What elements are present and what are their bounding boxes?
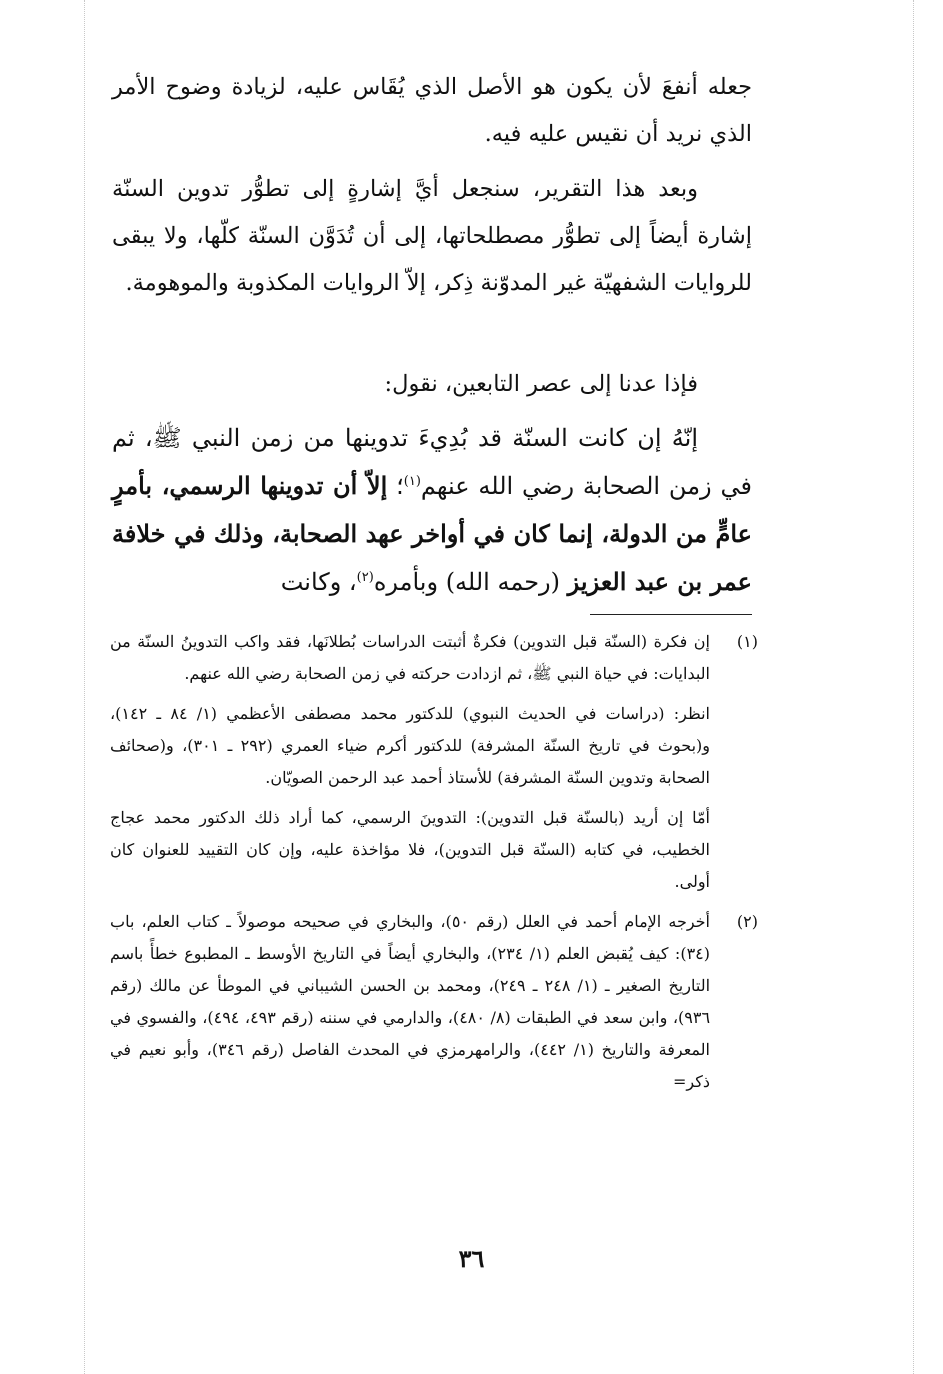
- footnote-ref-1: (١): [403, 474, 421, 489]
- footnotes-section: [110, 626, 758, 1106]
- footnote-1: [110, 626, 758, 898]
- scan-margin-dots-left: [84, 0, 85, 1374]
- body-paragraph-4: [112, 414, 752, 606]
- scan-margin-dots-right: [913, 0, 914, 1374]
- footnote-2-paragraph-1: أخرجه الإمام أحمد في العلل (رقم ٥٠)، والبخاري في صحيحه موصولاً ـ كتاب العلم، باب (٣٤): كيف يُقبض العلم (١/ ٢٣٤)، والبخاري أيضاً في التاريخ الأوسط ـ المطبوع خطأً باسم التاريخ الصغير ـ (١/ ٢٤٨ ـ ٢٤٩)، ومحمد بن الحسن الشيباني في الموطأ عن مالك (رقم ٩٣٦)، وابن سعد في الطبقات (٨/ ٤٨٠)، والدارمي في سننه (رقم ٤٩٣، ٤٩٤)، والفسوي في المعرفة والتاريخ (١/ ٤٤٢)، والرامهرمزي في المحدث الفاصل (رقم ٣٤٦)، وأبو نعيم في ذكر=: [110, 912, 711, 1091]
- body-paragraph-1: جعله أنفعَ لأن يكون هو الأصل الذي يُقَاس عليه، لزيادة وضوح الأمر الذي نريد أن نقيس عليه فيه.: [112, 74, 752, 147]
- para4-text-part3: (رحمه الله) وبأمره: [373, 568, 561, 596]
- footnote-1-paragraph-3: أمّا إن أريد (بالسنّة قبل التدوين): التدوينَ الرسمي، كما أراد ذلك الدكتور محمد عجاج الخطيب، في كتابه (السنّة قبل التدوين)، فلا مؤاخذة عليه، وإن كان التقييد للعنوان كان أولى.: [110, 808, 710, 891]
- para4-bold-text: إلاّ أن تدوينها الرسمي، بأمرٍ عامٍّ من الدولة، إنما كان في أواخر عهد الصحابة، وذلك في خلافة عمر بن عبد العزيز: [112, 471, 752, 596]
- footnote-separator: [590, 614, 752, 615]
- footnote-2: [110, 906, 758, 1098]
- page-number: ٣٦: [458, 1244, 485, 1273]
- para4-text-part1: إنّهُ إن كانت السنّة قد بُدِيءَ تدوينها من زمن النبي ﷺ، ثم في زمن الصحابة رضي الله عنهم: [112, 424, 752, 500]
- footnote-number: (٢): [736, 912, 758, 931]
- para4-text-part2: ؛: [396, 472, 404, 500]
- body-paragraph-2: وبعد هذا التقرير، سنجعل أيَّ إشارةٍ إلى تطوُّر تدوين السنّة إشارة أيضاً إلى تطوُّر مصطلحاتها، إلى أن تُدَوَّن السنّة كلّها، ولا يبقى للروايات الشفهيّة غير المدوّنة ذِكر، إلاّ الروايات المكذوبة والموهومة.: [112, 176, 752, 296]
- para4-text-part4: ، وكانت: [280, 568, 357, 596]
- footnote-1-paragraph-1: إن فكرة (السنّة قبل التدوين) فكرةٌ أثبتت الدراسات بُطلانَها، فقد واكب التدوينُ السنّة من البدايات: في حياة النبي ﷺ، ثم ازدادت حركته في زمن الصحابة رضي الله عنهم.: [110, 632, 710, 683]
- footnote-ref-2: (٢): [356, 570, 374, 585]
- footnote-1-paragraph-2: انظر: (دراسات في الحديث النبوي) للدكتور محمد مصطفى الأعظمي (١/ ٨٤ ـ ١٤٢)، و(بحوث في تاريخ السنّة المشرفة) للدكتور أكرم ضياء العمري (٢٩٢ ـ ٣٠١)، و(صحائف الصحابة وتدوين السنّة المشرفة) للأستاذ أحمد عبد الرحمن الصويّان.: [110, 704, 710, 787]
- body-paragraph-3: فإذا عدنا إلى عصر التابعين، نقول:: [384, 371, 698, 397]
- footnote-number: (١): [736, 632, 758, 651]
